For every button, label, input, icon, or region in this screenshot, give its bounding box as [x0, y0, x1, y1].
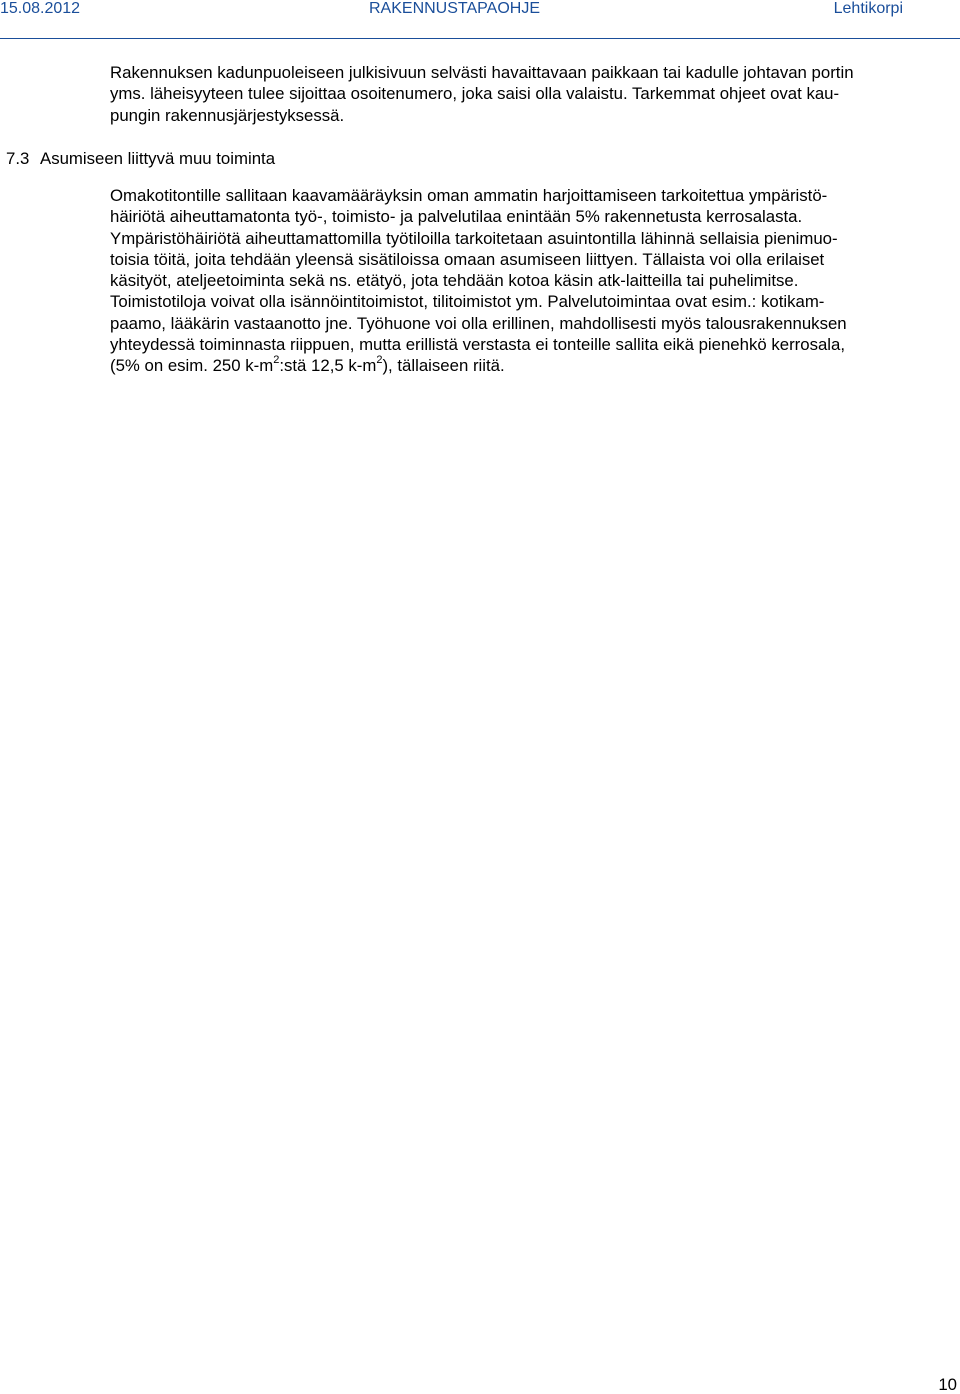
page-header	[0, 0, 960, 40]
section-number: 7.3	[6, 149, 30, 168]
body-last-line	[110, 355, 932, 376]
page-number: 10	[938, 1375, 957, 1394]
body-line: yhteydessä toiminnasta riippuen, mutta erillistä verstasta ei tonteille sallita eikä pienehkö kerrosala,	[110, 335, 846, 355]
intro-line: pungin rakennusjärjestyksessä.	[110, 105, 345, 125]
header-author: Lehtikorpi	[833, 0, 903, 17]
superscript: 2	[376, 353, 383, 366]
body-paragraph	[110, 185, 932, 377]
body-line: Toimistotiloja voivat olla isännöintitoimistot, tilitoimistot ym. Palvelutoimintaa ovat esim.: kotikam-	[110, 292, 825, 312]
body-line: toisia töitä, joita tehdään yleensä sisätiloissa omaan asumiseen liittyen. Tällaista voi olla erilaiset	[110, 249, 825, 269]
section-title: Asumiseen liittyvä muu toiminta	[40, 149, 276, 168]
header-divider	[0, 38, 960, 39]
intro-paragraph	[110, 62, 932, 126]
body-line: häiriötä aiheuttamatonta työ-, toimisto- ja palvelutilaa enintään 5% rakennetusta kerrosalasta.	[110, 207, 803, 227]
superscript: 2	[273, 353, 280, 366]
body-line: käsityöt, ateljeetoiminta sekä ns. etätyö, jota tehdään kotoa käsin atk-laitteilla tai puhelimitse.	[110, 271, 799, 291]
last-line-part: ), tällaiseen riitä.	[382, 356, 505, 376]
body-line: Omakotitontille sallitaan kaavamääräyksin oman ammatin harjoittamiseen tarkoitettua ympäristö-	[110, 186, 828, 205]
last-line-part: (5% on esim. 250 k-m	[110, 356, 274, 376]
body-line: Ympäristöhäiriötä aiheuttamattomilla työtiloilla tarkoitetaan asuintontilla lähinnä sellaisia pienimuo-	[110, 228, 838, 248]
header-title: RAKENNUSTAPAOHJE	[369, 0, 540, 17]
header-date: 15.08.2012	[0, 0, 81, 17]
section-heading	[6, 149, 275, 169]
last-line-part: :stä 12,5 k-m	[279, 356, 377, 376]
intro-line: yms. läheisyyteen tulee sijoittaa osoitenumero, joka saisi olla valaistu. Tarkemmat ohjeet ovat kau-	[110, 84, 840, 104]
body-line: paamo, lääkärin vastaanotto jne. Työhuone voi olla erillinen, mahdollisesti myös talousrakennuksen	[110, 313, 847, 333]
intro-line: Rakennuksen kadunpuoleiseen julkisivuun selvästi havaittavaan paikkaan tai kadulle johtavan portin	[110, 63, 854, 82]
